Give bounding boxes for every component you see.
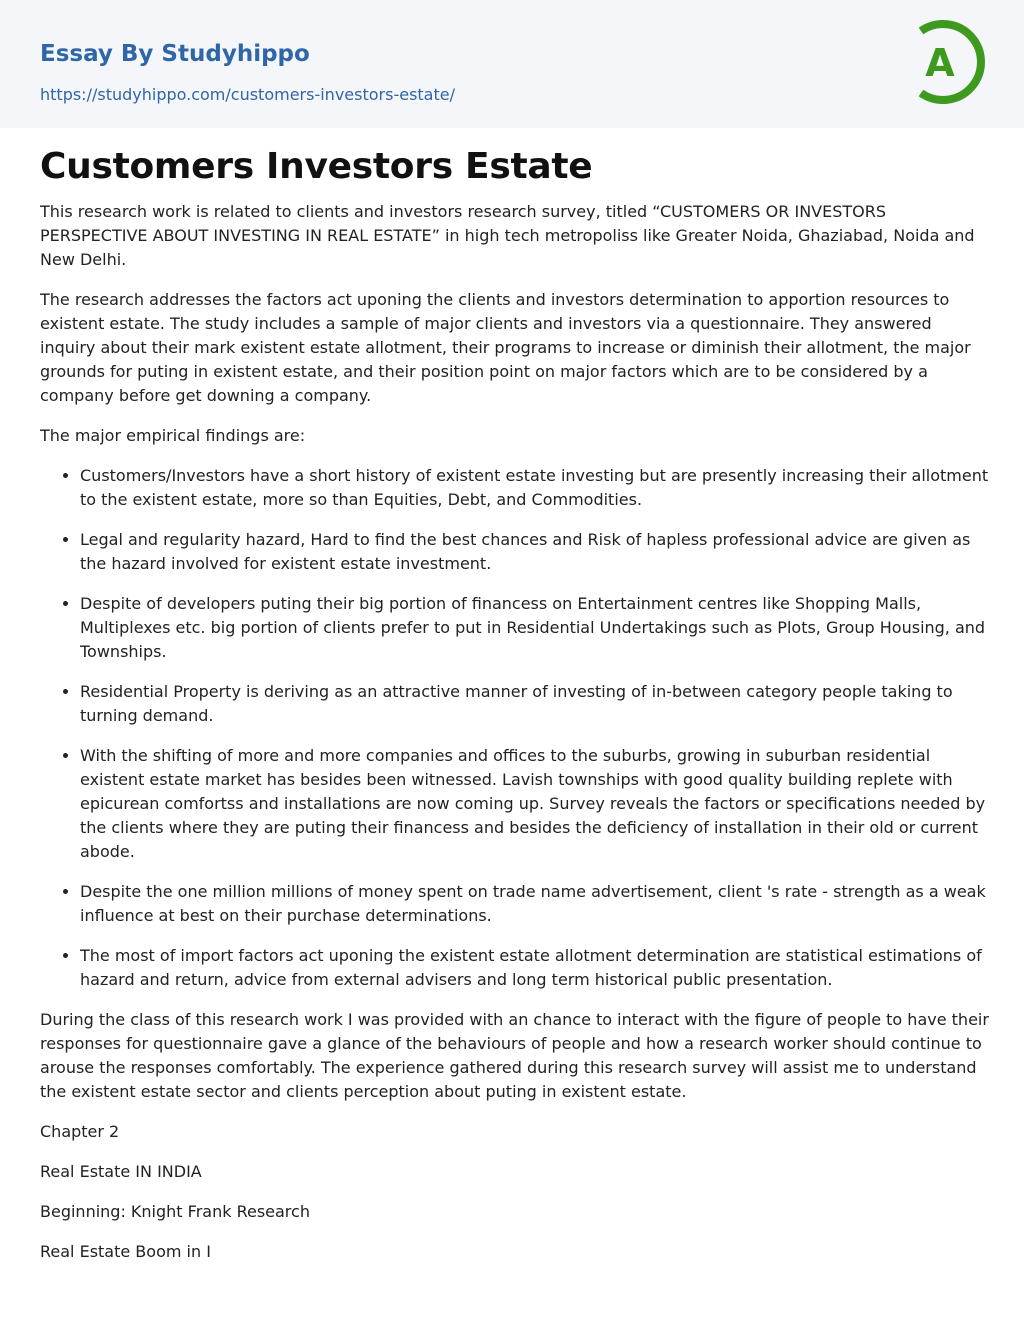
studyhippo-logo-icon[interactable] bbox=[908, 17, 990, 107]
logo-letter: A bbox=[925, 41, 955, 85]
list-item: • Despite the one million millions of money spent on trade name advertisement, client 's rate - strength as a weak influence at best on their purchase determinations. bbox=[80, 880, 990, 928]
source-url-link[interactable]: https://studyhippo.com/customers-investors-estate/ bbox=[40, 85, 455, 104]
list-item: • Customers/Investors have a short history of existent estate investing but are presently increasing their allotment to the existent estate, more so than Equities, Debt, and Commodities. bbox=[80, 464, 990, 512]
intro-paragraph: This research work is related to clients and investors research survey, titled “CUSTOMERS OR INVESTORS PERSPECTIVE ABOUT INVESTING IN REAL ESTATE” in high tech metropoliss like Greater Noida, Ghaziabad, Noida and New Delhi. bbox=[40, 202, 975, 269]
brand-title[interactable]: Essay By Studyhippo bbox=[40, 41, 310, 67]
source-line: Beginning: Knight Frank Research bbox=[40, 1202, 310, 1221]
list-item: • Despite of developers puting their big portion of financess on Entertainment centres like Shopping Malls, Multiplexes etc. big portion of clients prefer to put in Residential Undertakings such as Plots, Group Housing, and Townships. bbox=[80, 592, 990, 664]
list-item: • The most of import factors act uponing the existent estate allotment determination are statistical estimations of hazard and return, advice from external advisers and long term historical public presentation. bbox=[80, 944, 990, 992]
page-title: Customers Investors Estate bbox=[40, 146, 593, 187]
list-item: • Legal and regularity hazard, Hard to find the best chances and Risk of hapless professional advice are given as the hazard involved for existent estate investment. bbox=[80, 528, 990, 576]
closing-paragraph: During the class of this research work I was provided with an chance to interact with the figure of people to have their responses for questionnaire gave a glance of the behaviours of people and how a research worker should continue to arouse the responses comfortably. The experience gathered during this research survey will assist me to understand the existent estate sector and clients perception about puting in existent estate. bbox=[40, 1010, 989, 1101]
article-body bbox=[40, 200, 990, 1280]
intro-paragraph: The research addresses the factors act uponing the clients and investors determination to apportion resources to existent estate. The study includes a sample of major clients and investors via a questionnaire. They answered inquiry about their mark existent estate allotment, their programs to increase or diminish their allotment, the major grounds for puting in existent estate, and their position point on major factors which are to be considered by a company before get downing a company. bbox=[40, 290, 971, 405]
chapter-heading: Chapter 2 bbox=[40, 1122, 120, 1141]
section-heading: Real Estate IN INDIA bbox=[40, 1162, 202, 1181]
list-item: • With the shifting of more and more companies and offices to the suburbs, growing in suburban residential existent estate market has besides been witnessed. Lavish townships with good quality building replete with epicurean comfortss and installations are now coming up. Survey reveals the factors or specifications needed by the clients where they are puting their financess and besides the deficiency of installation in their old or current abode. bbox=[80, 744, 990, 864]
list-item: • Residential Property is deriving as an attractive manner of investing of in-between category people taking to turning demand. bbox=[80, 680, 990, 728]
truncated-heading: Real Estate Boom in I bbox=[40, 1242, 211, 1261]
findings-list bbox=[40, 464, 990, 992]
findings-intro: The major empirical findings are: bbox=[40, 426, 306, 445]
